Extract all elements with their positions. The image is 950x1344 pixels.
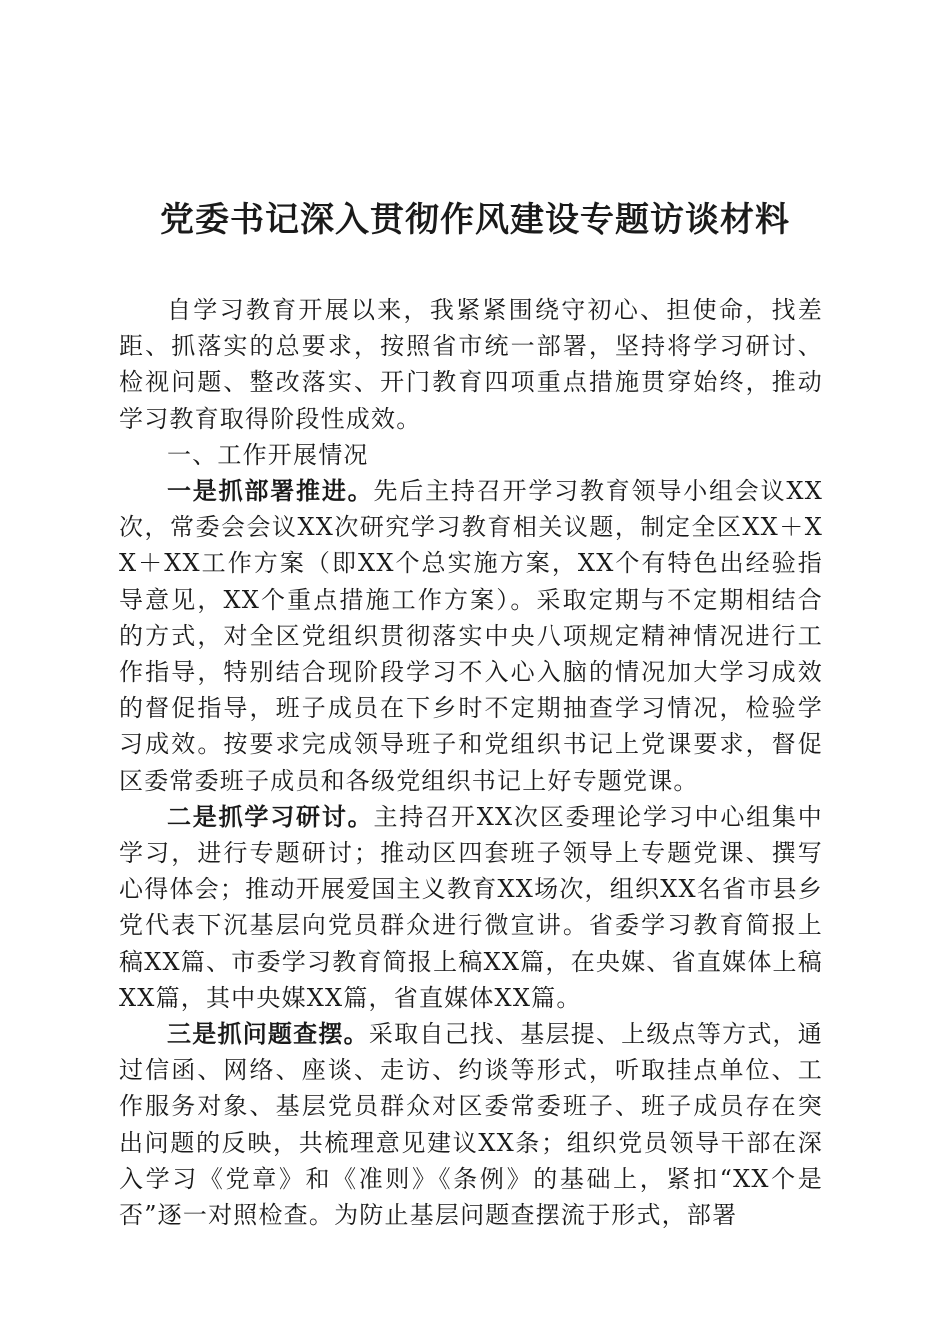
document-title: 党委书记深入贯彻作风建设专题访谈材料 <box>160 200 790 240</box>
item-lead: 三是抓问题查摆。 <box>167 1019 369 1049</box>
intro-paragraph: 自学习教育开展以来，我紧紧围绕守初心、担使命，找差距、抓落实的总要求，按照省市统一部署，坚持将学习研讨、检视问题、整改落实、开门教育四项重点措施贯穿始终，推动学习教育取得阶段性成效。 <box>119 296 823 433</box>
item-paragraph-problem-check <box>119 1016 823 1233</box>
item-paragraph-deployment <box>119 473 823 799</box>
item-text: 先后主持召开学习教育领导小组会议XX次，常委会会议XX次研究学习教育相关议题，制定全区XX＋XX＋XX工作方案（即XX个总实施方案，XX个有特色出经验指导意见，XX个重点措施工作方案）。采取定期与不定期相结合的方式，对全区党组织贯彻落实中央八项规定精神情况进行工作指导，特别结合现阶段学习不入心入脑的情况加大学习成效的督促指导，班子成员在下乡时不定期抽查学习情况，检验学习成效。按要求完成领导班子和党组织书记上党课要求，督促区委常委班子成员和各级党组织书记上好专题党课。 <box>119 477 823 795</box>
section-heading-work-progress: 一、工作开展情况 <box>167 440 369 469</box>
item-lead: 二是抓学习研讨。 <box>167 801 374 831</box>
item-lead: 一是抓部署推进。 <box>167 476 374 506</box>
item-text: 主持召开XX次区委理论学习中心组集中学习，进行专题研讨；推动区四套班子领导上专题党课、撰写心得体会；推动开展爱国主义教育XX场次，组织XX名省市县乡党代表下沉基层向党员群众进行微宣讲。省委学习教育简报上稿XX篇、市委学习教育简报上稿XX篇，在央媒、省直媒体上稿XX篇，其中央媒XX篇，省直媒体XX篇。 <box>119 802 823 1012</box>
document-body <box>119 292 823 1233</box>
item-text: 采取自己找、基层提、上级点等方式，通过信函、网络、座谈、走访、约谈等形式，听取挂点单位、工作服务对象、基层党员群众对区委常委班子、班子成员存在突出问题的反映，共梳理意见建议XX条；组织党员领导干部在深入学习《党章》和《准则》《条例》的基础上，紧扣“XX个是否”逐一对照检查。为防止基层问题查摆流于形式，部署 <box>119 1020 823 1230</box>
item-paragraph-study <box>119 799 823 1016</box>
